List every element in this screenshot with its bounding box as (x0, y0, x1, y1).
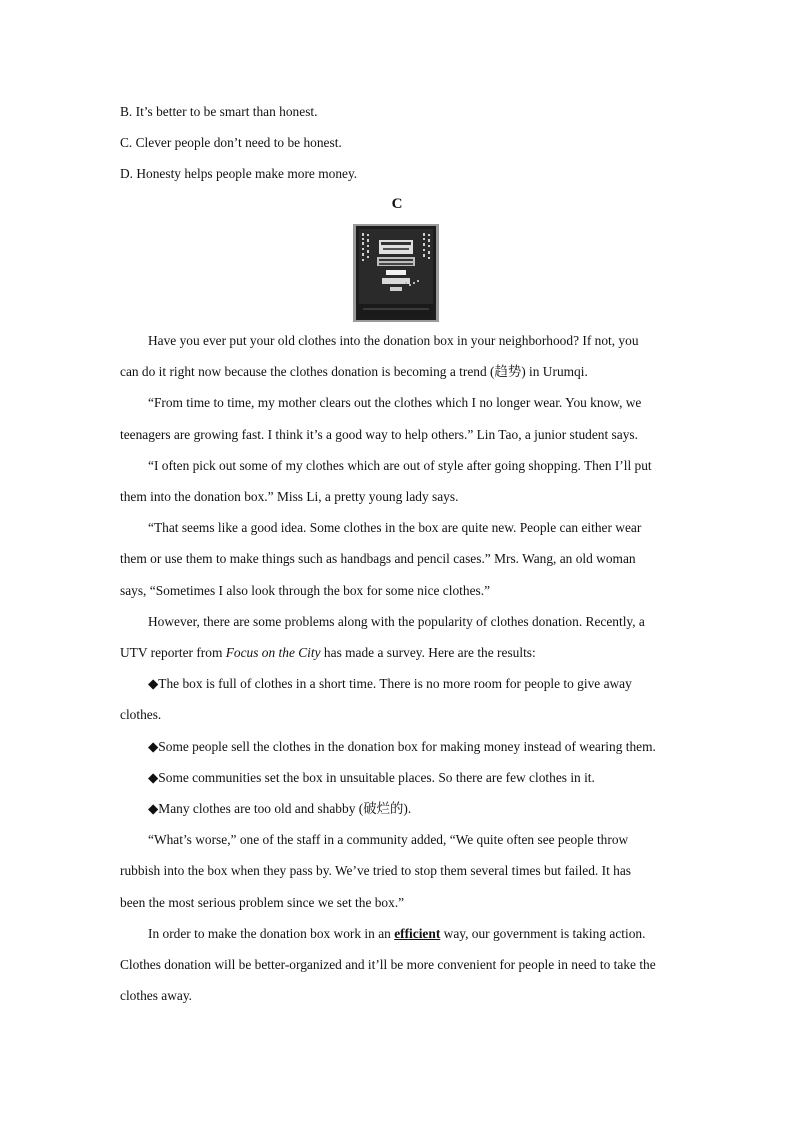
paragraph-4-line-3: says, “Sometimes I also look through the box for some nice clothes.” (120, 582, 491, 598)
program-name: Focus on the City (225, 645, 321, 661)
paragraph-2-line-2: teenagers are growing fast. I think it’s a good way to help others.” Lin Tao, a junior student says. (120, 426, 638, 442)
option-c: C. Clever people don’t need to be honest. (120, 135, 342, 150)
paragraph-4-line-2: them or use them to make things such as handbags and pencil cases.” Mrs. Wang, an old woman (120, 551, 636, 567)
paragraph-7-line-3: clothes away. (120, 988, 193, 1004)
donation-box-photo (353, 224, 439, 322)
paragraph-5-text-b: has made a survey. Here are the results: (320, 645, 536, 661)
paragraph-6-line-3: been the most serious problem since we set the box.” (120, 894, 405, 910)
survey-result-2: ◆Some people sell the clothes in the donation box for making money instead of wearing them. (148, 738, 656, 754)
paragraph-2-line-1: “From time to time, my mother clears out the clothes which I no longer wear. You know, we (148, 395, 642, 411)
paragraph-3-line-1: “I often pick out some of my clothes which are out of style after going shopping. Then I’ll put (148, 457, 652, 473)
paragraph-1-line-1: Have you ever put your old clothes into the donation box in your neighborhood? If not, you (148, 333, 639, 348)
paragraph-7-text-a: In order to make the donation box work in an (148, 925, 395, 941)
paragraph-7-text-b: way, our government is taking action. (440, 925, 646, 941)
paragraph-3-line-2: them into the donation box.” Miss Li, a pretty young lady says. (120, 489, 459, 505)
survey-result-1-line-1: ◆The box is full of clothes in a short time. There is no more room for people to give away (148, 676, 632, 692)
paragraph-7-line-1 (120, 918, 674, 949)
paragraph-4-line-1: “That seems like a good idea. Some clothes in the box are quite new. People can either wear (148, 520, 642, 536)
paragraph-6-line-2: rubbish into the box when they pass by. We’ve tried to stop them several times but failed. It has (120, 863, 632, 879)
paragraph-5-line-1: However, there are some problems along with the popularity of clothes donation. Recently, a (148, 613, 645, 629)
option-b: B. It’s better to be smart than honest. (120, 104, 318, 119)
survey-result-3: ◆Some communities set the box in unsuitable places. So there are few clothes in it. (148, 769, 595, 785)
option-d: D. Honesty helps people make more money. (120, 166, 358, 181)
keyword-efficient: efficient (394, 925, 441, 941)
paragraph-1-line-2: can do it right now because the clothes donation is becoming a trend (趋势) in Urumqi. (120, 364, 588, 380)
survey-result-1-line-2: clothes. (120, 707, 162, 723)
paragraph-5-line-2 (120, 637, 674, 668)
paragraph-7-line-2: Clothes donation will be better-organized and it’ll be more convenient for people in need to take the (120, 957, 656, 973)
paragraph-5-text-a: UTV reporter from (120, 645, 226, 661)
survey-result-4: ◆Many clothes are too old and shabby (破烂的). (148, 801, 412, 817)
donation-box-image (353, 224, 439, 322)
article-body (120, 325, 674, 1011)
paragraph-6-line-1: “What’s worse,” one of the staff in a community added, “We quite often see people throw (148, 832, 629, 848)
section-title: C (391, 196, 403, 212)
